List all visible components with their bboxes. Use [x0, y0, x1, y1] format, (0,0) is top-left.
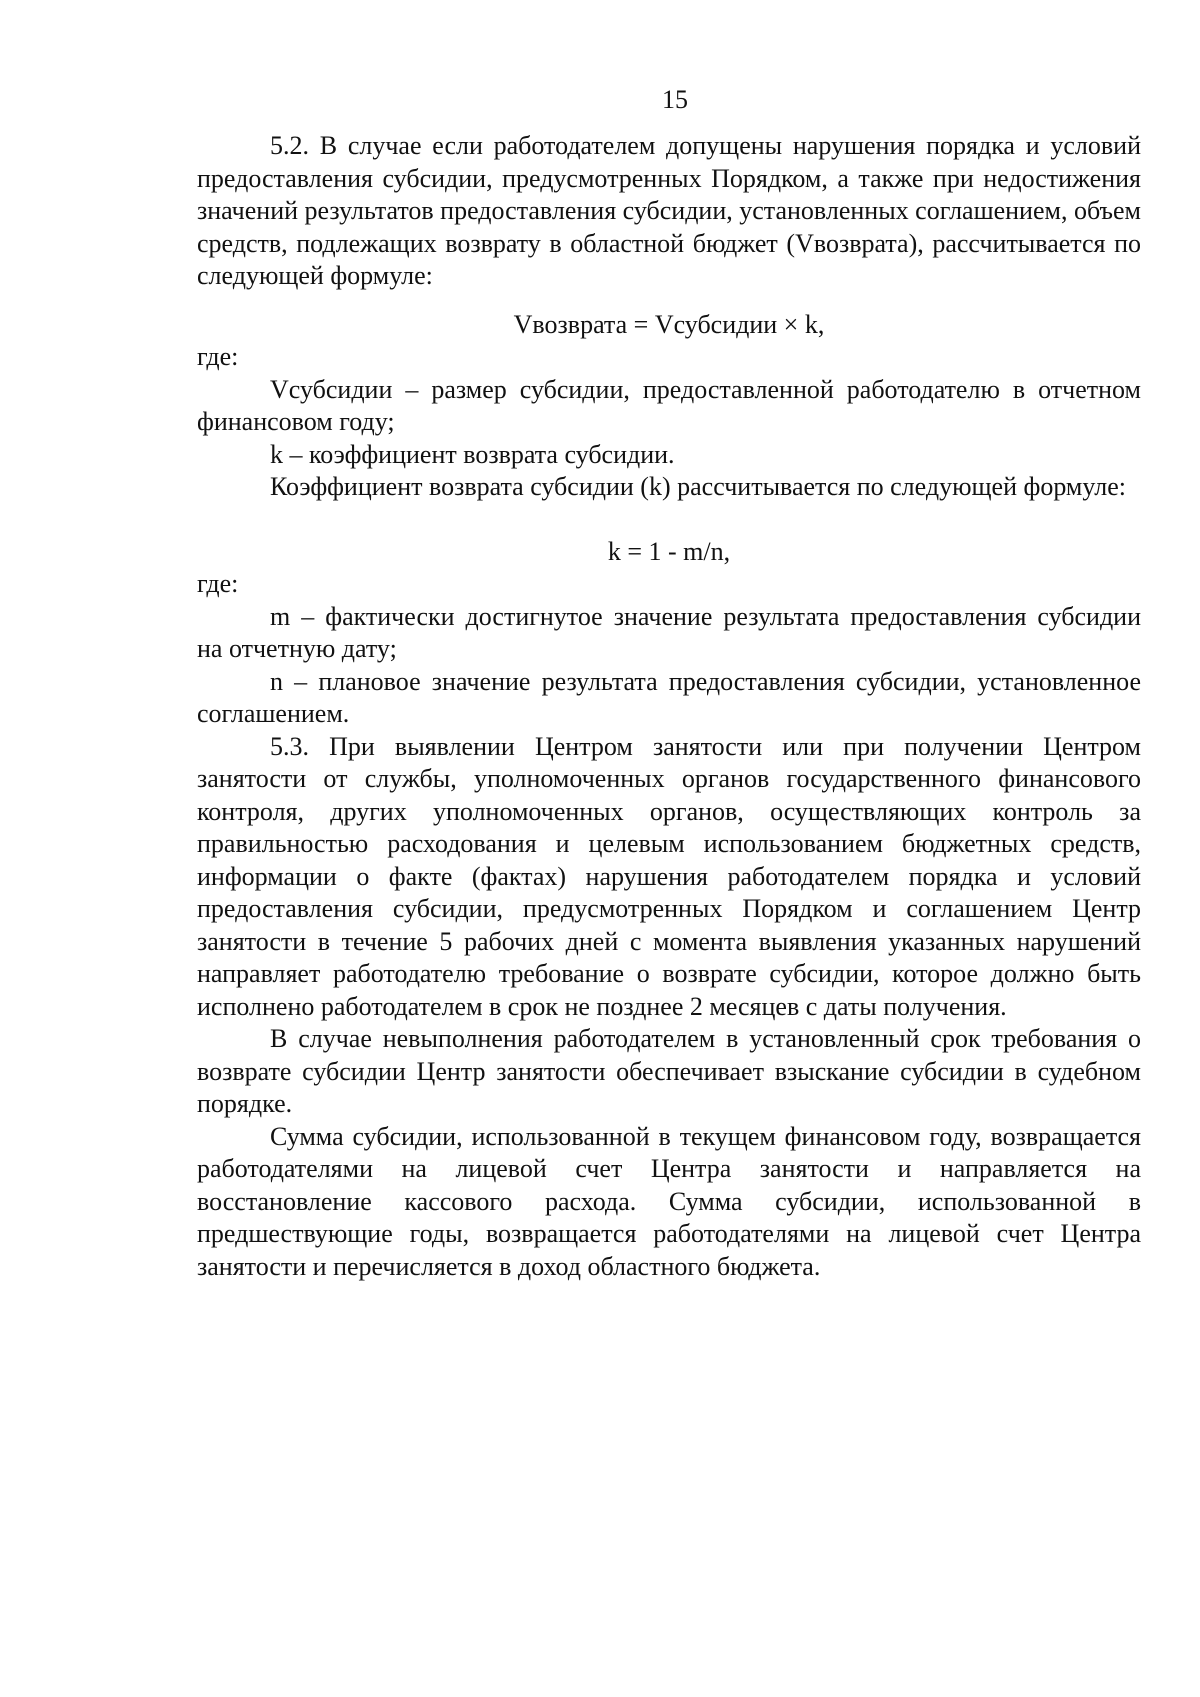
- definition-n: n – плановое значение результата предоставления субсидии, установленное соглашением.: [197, 666, 1141, 728]
- paragraph-5-2: 5.2. В случае если работодателем допущены нарушения порядка и условий предоставления субсидии, предусмотренных Порядком, а также при недостижения значений результатов предоставления субсидии, установленных соглашением, объем средств, подлежащих возврату в областной бюджет (Vвозврата), рассчитывается по следующей формуле:: [197, 131, 1141, 290]
- paragraph-k-intro: Коэффициент возврата субсидии (k) рассчитывается по следующей формуле:: [270, 472, 1126, 501]
- page-number: 15: [662, 85, 688, 114]
- definition-k: k – коэффициент возврата субсидии.: [270, 439, 675, 469]
- definition-vsubsidy: Vсубсидии – размер субсидии, предоставленной работодателю в отчетном финансовом году;: [197, 374, 1141, 436]
- where-label: где:: [197, 569, 239, 598]
- definition-m: m – фактически достигнутое значение результата предоставления субсидии на отчетную дату;: [197, 601, 1141, 663]
- paragraph-refusal: В случае невыполнения работодателем в установленный срок требования о возврате субсидии Центр занятости обеспечивает взыскание субсидии в судебном порядке.: [197, 1024, 1141, 1118]
- paragraph-sum: Сумма субсидии, использованной в текущем финансовом году, возвращается работодателями на лицевой счет Центра занятости и направляется на восстановление кассового расхода. Сумма субсидии, использованной в предшествующие годы, возвращается работодателями на лицевой счет Центра занятости и перечисляется в доход областного бюджета.: [197, 1121, 1141, 1281]
- formula-return-volume: Vвозврата = Vсубсидии × k,: [513, 309, 825, 339]
- document-body: [197, 130, 1141, 1283]
- paragraph-5-3: 5.3. При выявлении Центром занятости или при получении Центром занятости от службы, уполномоченных органов государственного финансового контроля, других уполномоченных органов, осуществляющих контроль за правильностью расходования и целевым использованием бюджетных средств, информации о факте (фактах) нарушения работодателем порядка и условий предоставления субсидии, предусмотренных Порядком и соглашением Центр занятости в течение 5 рабочих дней с момента выявления указанных нарушений направляет работодателю требование о возврате субсидии, которое должно быть исполнено работодателем в срок не позднее 2 месяцев с даты получения.: [197, 731, 1141, 1021]
- where-label: где:: [197, 342, 239, 371]
- formula-k: k = 1 - m/n,: [607, 536, 731, 566]
